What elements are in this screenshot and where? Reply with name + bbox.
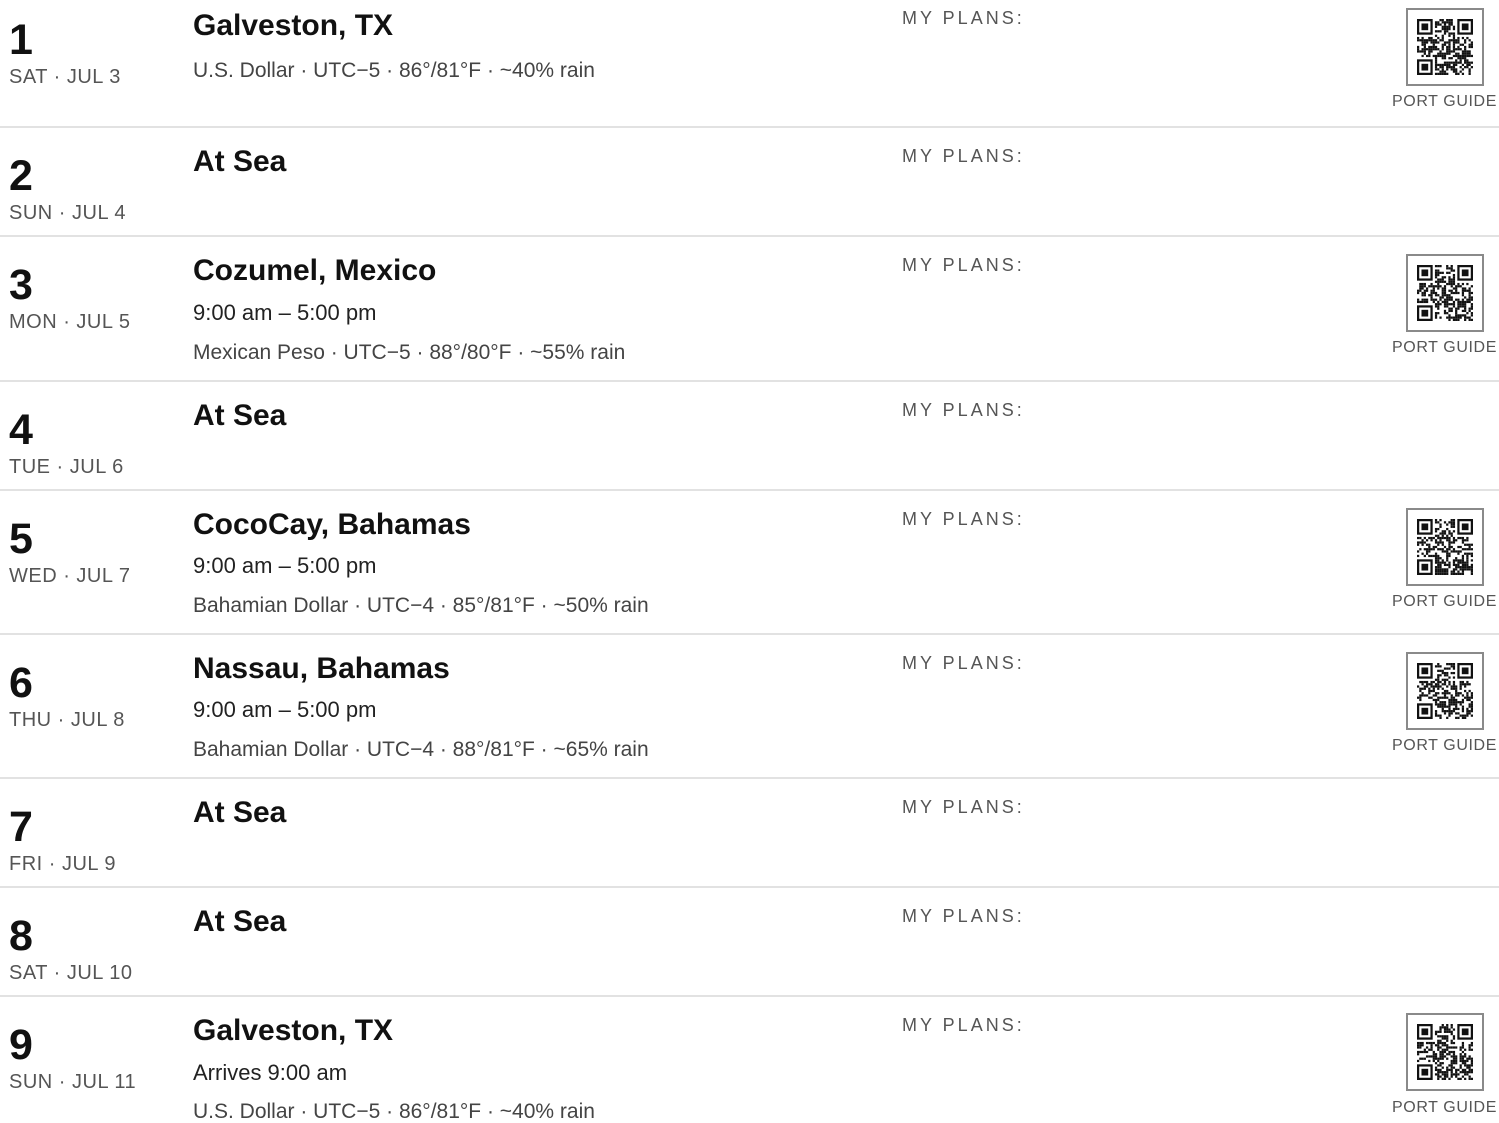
day-number: 4	[9, 406, 33, 454]
day-date: MON · JUL 5	[9, 311, 131, 333]
port-guide-qr-code[interactable]	[1406, 1013, 1484, 1091]
day-number: 3	[9, 261, 33, 309]
day-date: SAT · JUL 3	[9, 66, 121, 88]
port-name: At Sea	[193, 399, 287, 432]
day-number: 1	[9, 16, 33, 64]
port-name: At Sea	[193, 796, 287, 829]
port-hours: 9:00 am – 5:00 pm	[193, 553, 377, 578]
port-guide-qr-code[interactable]	[1406, 254, 1484, 332]
port-info: Bahamian Dollar · UTC−4 · 85°/81°F · ~50% rain	[193, 594, 649, 617]
port-guide-link[interactable]: PORT GUIDE	[1392, 339, 1497, 356]
day-number: 8	[9, 912, 33, 960]
day-number: 9	[9, 1021, 33, 1069]
qr-code-icon	[1417, 519, 1473, 575]
port-guide-link[interactable]: PORT GUIDE	[1392, 93, 1497, 110]
my-plans-label: MY PLANS:	[902, 509, 1025, 529]
itinerary-day	[0, 888, 1499, 997]
port-name: CocoCay, Bahamas	[193, 508, 471, 541]
port-hours: 9:00 am – 5:00 pm	[193, 697, 377, 722]
day-number: 7	[9, 803, 33, 851]
port-info: Bahamian Dollar · UTC−4 · 88°/81°F · ~65% rain	[193, 738, 649, 761]
itinerary-day	[0, 382, 1499, 491]
my-plans-label: MY PLANS:	[902, 146, 1025, 166]
port-name: Nassau, Bahamas	[193, 652, 450, 685]
qr-code-icon	[1417, 1024, 1473, 1080]
port-guide-link[interactable]: PORT GUIDE	[1392, 593, 1497, 610]
itinerary-day	[0, 997, 1499, 1123]
day-date: SUN · JUL 4	[9, 202, 127, 224]
itinerary-day	[0, 0, 1499, 128]
port-guide-qr-code[interactable]	[1406, 8, 1484, 86]
qr-code-icon	[1417, 19, 1473, 75]
port-info: U.S. Dollar · UTC−5 · 86°/81°F · ~40% rain	[193, 59, 595, 82]
port-name: Galveston, TX	[193, 9, 394, 42]
my-plans-label: MY PLANS:	[902, 653, 1025, 673]
itinerary-day	[0, 128, 1499, 237]
my-plans-label: MY PLANS:	[902, 8, 1025, 28]
port-name: At Sea	[193, 145, 287, 178]
itinerary-day	[0, 635, 1499, 779]
day-date: WED · JUL 7	[9, 565, 131, 587]
my-plans-label: MY PLANS:	[902, 255, 1025, 275]
port-name: Cozumel, Mexico	[193, 254, 437, 287]
my-plans-label: MY PLANS:	[902, 400, 1025, 420]
day-date: THU · JUL 8	[9, 709, 125, 731]
day-number: 6	[9, 659, 33, 707]
day-number: 5	[9, 515, 33, 563]
my-plans-label: MY PLANS:	[902, 1015, 1025, 1035]
port-name: Galveston, TX	[193, 1014, 394, 1047]
my-plans-label: MY PLANS:	[902, 906, 1025, 926]
day-date: SAT · JUL 10	[9, 962, 133, 984]
qr-code-icon	[1417, 265, 1473, 321]
port-hours: 9:00 am – 5:00 pm	[193, 300, 377, 325]
itinerary-day	[0, 491, 1499, 635]
port-hours: Arrives 9:00 am	[193, 1060, 348, 1085]
port-info: U.S. Dollar · UTC−5 · 86°/81°F · ~40% rain	[193, 1100, 595, 1123]
port-guide-link[interactable]: PORT GUIDE	[1392, 1099, 1497, 1116]
day-date: TUE · JUL 6	[9, 456, 124, 478]
port-guide-qr-code[interactable]	[1406, 508, 1484, 586]
day-date: FRI · JUL 9	[9, 853, 116, 875]
day-date: SUN · JUL 11	[9, 1071, 137, 1093]
itinerary-day	[0, 779, 1499, 888]
port-guide-link[interactable]: PORT GUIDE	[1392, 737, 1497, 754]
day-number: 2	[9, 152, 33, 200]
port-info: Mexican Peso · UTC−5 · 88°/80°F · ~55% rain	[193, 341, 626, 364]
port-guide-qr-code[interactable]	[1406, 652, 1484, 730]
itinerary-day	[0, 237, 1499, 382]
my-plans-label: MY PLANS:	[902, 797, 1025, 817]
port-name: At Sea	[193, 905, 287, 938]
qr-code-icon	[1417, 663, 1473, 719]
